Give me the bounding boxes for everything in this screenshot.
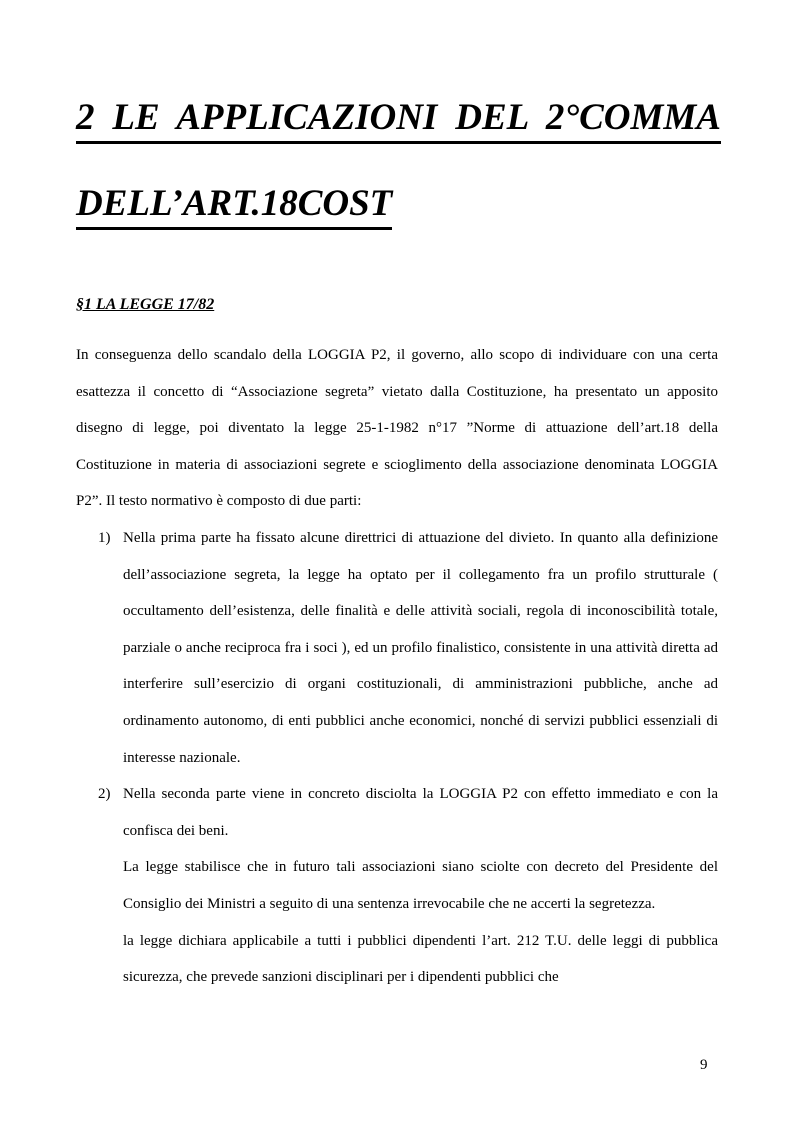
list-item-text: Nella seconda parte viene in concreto disciolta la LOGGIA P2 con effetto immediato e con la confisca dei beni. <box>123 786 718 839</box>
list-sub-paragraph: la legge dichiara applicabile a tutti i pubblici dipendenti l’art. 212 T.U. delle leggi di pubblica sicurezza, che prevede sanzioni disciplinari per i dipendenti pubblici che <box>123 932 718 986</box>
section-heading: §1 LA LEGGE 17/82 <box>76 296 215 313</box>
chapter-title-line-1-text: 2 LE APPLICAZIONI DEL 2°COMMA <box>76 96 721 144</box>
chapter-title-line-2 <box>76 182 721 230</box>
chapter-title-line-2-text: DELL’ART.18COST <box>76 182 392 230</box>
list-sub-paragraph: La legge stabilisce che in futuro tali associazioni siano sciolte con decreto del Presidente del Consiglio dei Ministri a seguito di una sentenza irrevocabile che ne accerti la segretezza. <box>123 859 718 912</box>
intro-paragraph: In conseguenza dello scandalo della LOGGIA P2, il governo, allo scopo di individuare con una certa esattezza il concetto di “Associazione segreta” vietato dalla Costituzione, ha presentato un apposito disegno di legge, poi diventato la legge 25-1-1982 n°17 ”Norme di attuazione dell’art.18 della Costituzione in materia di associazioni segrete e scioglimento della associazione denominata LOGGIA P2”. Il testo normativo è composto di due parti: <box>76 347 718 510</box>
list-item-text: Nella prima parte ha fissato alcune direttrici di attuazione del divieto. In quanto alla definizione dell’associazione segreta, la legge ha optato per il collegamento fra un profilo strutturale ( occultamento dell’esistenza, delle finalità e delle attività sociali, regola di inconoscibilità totale, parziale o anche reciproca fra i soci ), ed un profilo finalistico, consistente in una attività diretta ad interferire sull’esercizio di organi costituzionali, di amministrazioni pubbliche, anche ad ordinamento autonomo, di enti pubblici anche economici, nonché di servizi pubblici essenziali di interesse nazionale. <box>123 530 718 766</box>
list-marker: 2) <box>98 786 111 803</box>
page-number: 9 <box>700 1057 708 1073</box>
list-item <box>76 520 718 776</box>
list-marker: 1) <box>98 530 111 546</box>
list-item <box>76 776 718 996</box>
numbered-list <box>76 520 718 996</box>
chapter-title-line-1 <box>76 96 721 144</box>
